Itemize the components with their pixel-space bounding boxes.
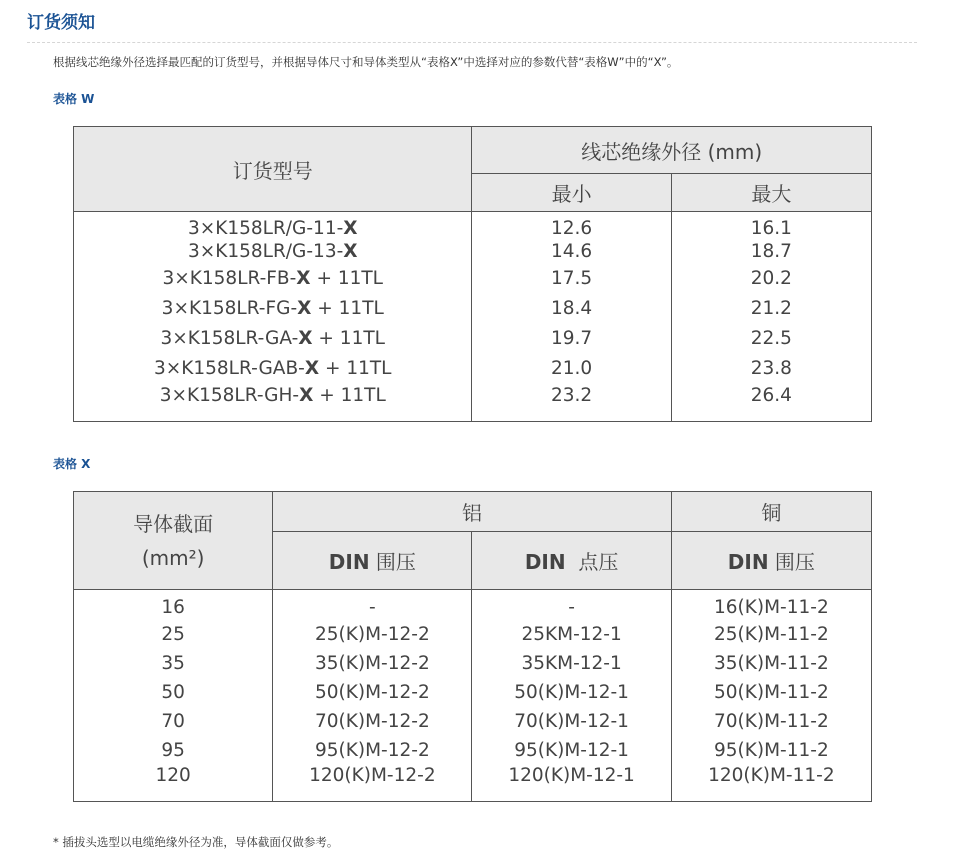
- table-x: [73, 491, 872, 802]
- model-cell: 3×K158LR-FB-X + 11TL: [74, 263, 472, 293]
- size-cell: 25: [74, 620, 273, 649]
- table-row: [74, 765, 872, 802]
- table-row: [74, 707, 872, 736]
- model-cell: 3×K158LR/G-13-X: [74, 239, 472, 263]
- al-point-cell: 70(K)M-12-1: [472, 707, 671, 736]
- header-aluminum: 铝: [273, 492, 671, 532]
- al-point-cell: 95(K)M-12-1: [472, 736, 671, 765]
- cu-round-cell: 70(K)M-11-2: [671, 707, 871, 736]
- table-row: [74, 263, 872, 293]
- table-row: [74, 239, 872, 263]
- min-cell: 12.6: [472, 212, 671, 240]
- max-cell: 26.4: [671, 383, 871, 422]
- max-cell: 21.2: [671, 293, 871, 323]
- al-point-cell: 50(K)M-12-1: [472, 678, 671, 707]
- page-title: 订货须知: [27, 13, 95, 33]
- min-cell: 14.6: [472, 239, 671, 263]
- table-x-label: 表格 X: [53, 457, 91, 471]
- header-conductor-section: 导体截面 (mm²): [74, 492, 273, 590]
- table-row: [74, 293, 872, 323]
- table-row: [74, 212, 872, 240]
- table-row: [74, 383, 872, 422]
- table-w: [73, 126, 872, 422]
- table-row: [74, 590, 872, 621]
- max-cell: 18.7: [671, 239, 871, 263]
- al-round-cell: 25(K)M-12-2: [273, 620, 472, 649]
- table-w-label: 表格 W: [53, 92, 95, 106]
- size-cell: 120: [74, 765, 273, 802]
- al-round-cell: 70(K)M-12-2: [273, 707, 472, 736]
- size-cell: 35: [74, 649, 273, 678]
- table-row: [74, 323, 872, 353]
- model-cell: 3×K158LR/G-11-X: [74, 212, 472, 240]
- max-cell: 16.1: [671, 212, 871, 240]
- header-insulation-diameter: 线芯绝缘外径 (mm): [472, 127, 872, 174]
- header-min: 最小: [472, 174, 671, 212]
- table-row: [74, 649, 872, 678]
- cu-round-cell: 120(K)M-11-2: [671, 765, 871, 802]
- table-row: [74, 736, 872, 765]
- min-cell: 23.2: [472, 383, 671, 422]
- size-cell: 70: [74, 707, 273, 736]
- header-cu-din-round: DIN 围压: [671, 532, 871, 590]
- table-row: [74, 620, 872, 649]
- al-round-cell: -: [273, 590, 472, 621]
- header-max: 最大: [671, 174, 871, 212]
- cu-round-cell: 25(K)M-11-2: [671, 620, 871, 649]
- footnote: * 插拔头选型以电缆绝缘外径为准，导体截面仅做参考。: [53, 835, 339, 849]
- header-al-din-round: DIN 围压: [273, 532, 472, 590]
- al-round-cell: 35(K)M-12-2: [273, 649, 472, 678]
- size-cell: 16: [74, 590, 273, 621]
- cu-round-cell: 35(K)M-11-2: [671, 649, 871, 678]
- size-cell: 50: [74, 678, 273, 707]
- size-cell: 95: [74, 736, 273, 765]
- min-cell: 17.5: [472, 263, 671, 293]
- model-cell: 3×K158LR-FG-X + 11TL: [74, 293, 472, 323]
- max-cell: 22.5: [671, 323, 871, 353]
- header-copper: 铜: [671, 492, 871, 532]
- model-cell: 3×K158LR-GAB-X + 11TL: [74, 353, 472, 383]
- max-cell: 23.8: [671, 353, 871, 383]
- cu-round-cell: 50(K)M-11-2: [671, 678, 871, 707]
- table-row: [74, 678, 872, 707]
- cu-round-cell: 16(K)M-11-2: [671, 590, 871, 621]
- intro-text: 根据线芯绝缘外径选择最匹配的订货型号，并根据导体尺寸和导体类型从“表格X”中选择对应的参数代替“表格W”中的“X”。: [53, 55, 679, 69]
- al-round-cell: 50(K)M-12-2: [273, 678, 472, 707]
- min-cell: 21.0: [472, 353, 671, 383]
- al-point-cell: 25KM-12-1: [472, 620, 671, 649]
- model-cell: 3×K158LR-GA-X + 11TL: [74, 323, 472, 353]
- al-point-cell: 120(K)M-12-1: [472, 765, 671, 802]
- al-point-cell: -: [472, 590, 671, 621]
- al-round-cell: 95(K)M-12-2: [273, 736, 472, 765]
- title-divider: [27, 42, 917, 43]
- table-row: [74, 353, 872, 383]
- cu-round-cell: 95(K)M-11-2: [671, 736, 871, 765]
- min-cell: 18.4: [472, 293, 671, 323]
- header-order-model: 订货型号: [74, 127, 472, 212]
- model-cell: 3×K158LR-GH-X + 11TL: [74, 383, 472, 422]
- header-al-din-point: DIN 点压: [472, 532, 671, 590]
- max-cell: 20.2: [671, 263, 871, 293]
- min-cell: 19.7: [472, 323, 671, 353]
- al-round-cell: 120(K)M-12-2: [273, 765, 472, 802]
- al-point-cell: 35KM-12-1: [472, 649, 671, 678]
